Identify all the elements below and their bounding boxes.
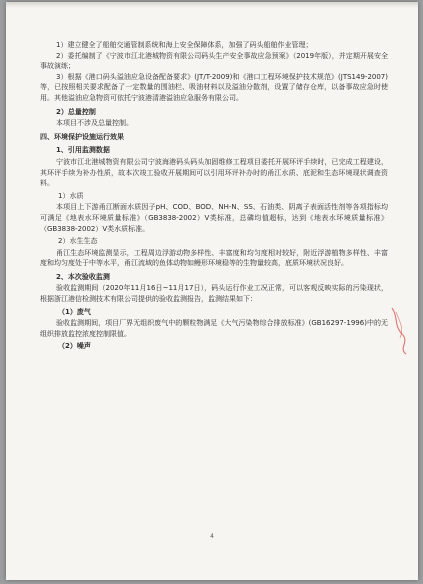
document-body [40,40,388,353]
paragraph: 本项目上下游甬江断面水质因子pH、COD、BOD、NH-N、SS、石油类、阴离子表面活性剂等各项指标均可满足《地表水环境质量标准》（GB3838-2002）Ⅴ类标准，总磷均值超标，达到《地表水环境质量标准》（GB3838-2002）Ⅴ类水质标准。 [40,203,388,233]
subsection-heading: （2）噪声 [58,342,91,351]
seal-stamp [388,304,410,358]
paragraph: 本项目不涉及总量控制。 [56,119,133,128]
paragraph: 宁波市江北港城物资有限公司宁波海港码头码头加固维修工程项目委托开展环评手续时，已完成工程建设，其环评手续为补办性质，故本次竣工验收开展期间可以引用环评补办时的甬江水质、底泥和生态环境现状调查资料。 [40,157,388,188]
paragraph: 1）建立健全了船舶交通管制系统和海上安全保障体系，加强了码头船舶作业管理； [56,41,313,49]
paragraph: 验收监测期间（2020年11月16日~11月17日），码头运行作业工况正常，可以客观反映实际的污染现状，根据浙江港信检测技术有限公司提供的验收监测报告，监测结果如下： [40,284,388,304]
subsection-heading: 1）水质 [58,191,84,200]
chapter-heading: 四、环境保护设施运行效果 [40,132,124,141]
page-number: 4 [210,533,214,540]
section-heading: 2、本次验收监测 [56,272,110,281]
subsection-heading: （1）废气 [58,307,91,316]
subsection-heading: 2）水生生态 [58,237,98,246]
section-heading: 2）总量控制 [56,107,96,116]
paragraph: 3）根据《港口码头溢油应急设备配备要求》(JT/T-2009)和《港口工程环境保护技术规范》(JTS149-2007)等，已按照相关要求配备了一定数量的围油栏、吸油材料以及溢油分散剂，设置了储存仓库，以备事故应急时使用。其他溢油应急物资可依托宁波港清港溢油应急服务有限公司。 [40,72,388,102]
scan-shadow [6,2,418,8]
paragraph: 甬江生态环境监测显示，工程周边浮游动物多样性、丰富度和均匀度相对较好，附近浮游植物多样性、丰富度和均匀度处于中等水平，甬江流域的鱼体动物如鳗形环境稳等的生物量较高，底质环境状况良好。 [40,248,388,268]
document-page [6,2,418,580]
paragraph: 2）委托编制了《宁波市江北港城物资有限公司码头生产安全事故应急预案》（2019年版），并定期开展安全事故演练； [40,51,388,71]
paragraph: 验收监测期间，项目厂界无组织废气中的颗粒物满足《大气污染物综合排放标准》(GB16297-1996)中的无组织排放监控浓度控制限值。 [40,319,388,338]
section-heading: 1、引用监测数据 [56,146,110,155]
